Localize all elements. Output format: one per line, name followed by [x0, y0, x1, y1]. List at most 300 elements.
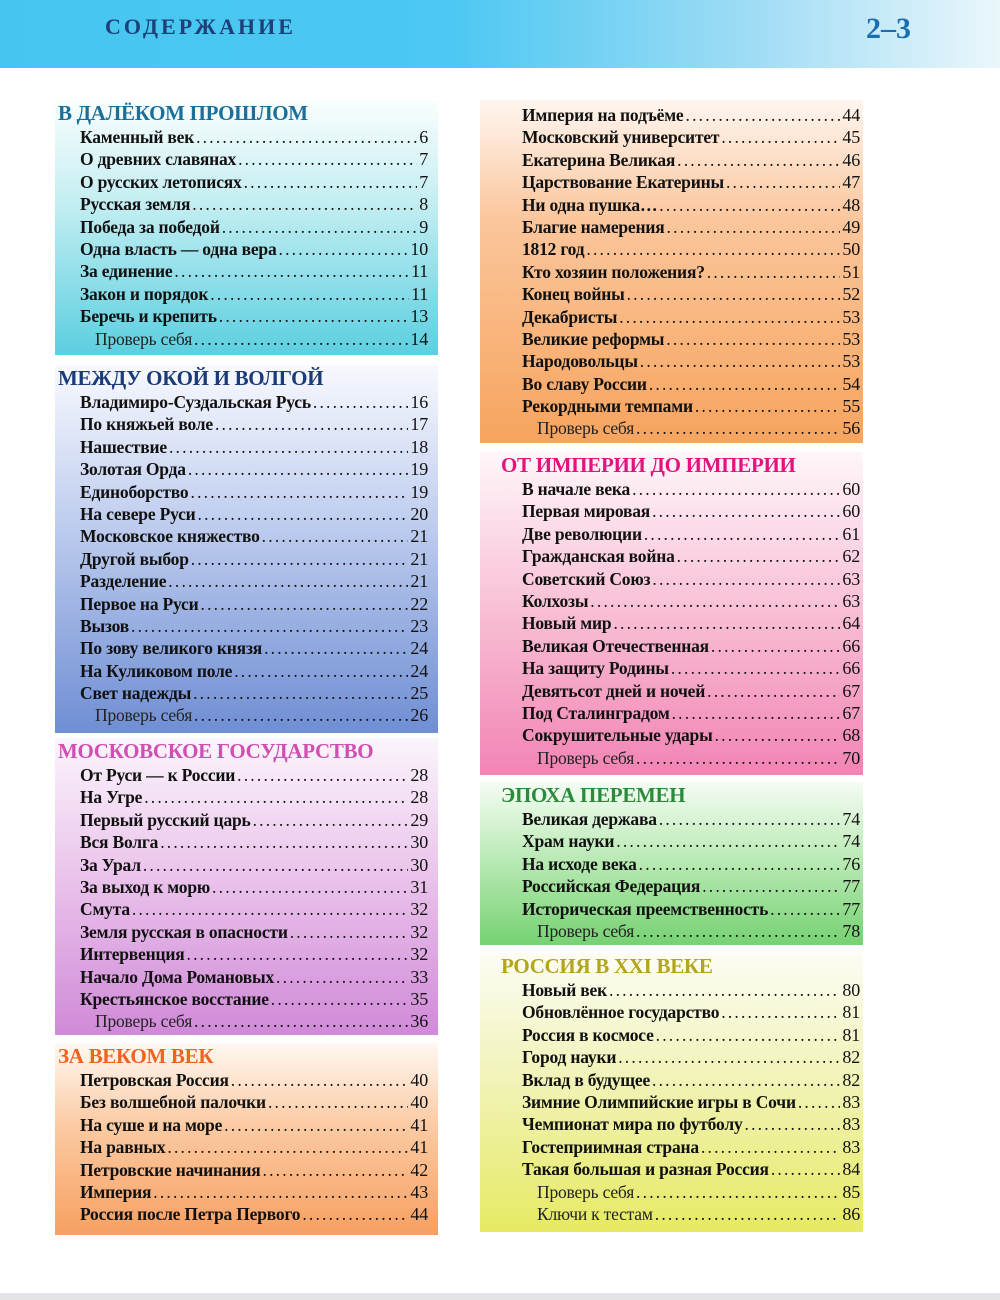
entry-label: Две революции — [522, 523, 642, 544]
entry-page: 81 — [842, 1002, 860, 1023]
entry-page: 14 — [410, 328, 428, 349]
entry-label: Во славу России — [522, 373, 647, 394]
entry-label: Первое на Руси — [80, 593, 199, 614]
toc-entry[interactable] — [501, 724, 860, 746]
toc-entry[interactable] — [501, 875, 860, 897]
entry-page: 33 — [410, 966, 428, 987]
dot-leader — [798, 1091, 841, 1113]
dot-leader — [652, 568, 840, 590]
toc-entry[interactable] — [501, 1158, 860, 1180]
entry-page: 86 — [842, 1203, 860, 1224]
entry-page: 55 — [842, 396, 860, 417]
toc-entry[interactable] — [58, 260, 428, 282]
dot-leader — [193, 682, 408, 704]
toc-entry[interactable] — [501, 1203, 860, 1225]
entry-label: Закон и порядок — [80, 283, 209, 304]
toc-entry[interactable] — [501, 1181, 860, 1203]
toc-entry[interactable] — [58, 831, 428, 853]
toc-entry[interactable] — [58, 898, 428, 920]
toc-entry[interactable] — [501, 283, 860, 305]
entry-label: Владимиро-Суздальская Русь — [80, 392, 311, 412]
toc-entry[interactable] — [501, 1091, 860, 1113]
entry-label: В начале века — [522, 479, 631, 499]
toc-entry[interactable] — [58, 193, 428, 215]
toc-entry[interactable] — [58, 413, 428, 435]
dot-leader — [168, 570, 408, 592]
dot-leader — [707, 680, 840, 702]
entry-label: Нашествие — [80, 436, 167, 457]
dot-leader — [701, 1136, 840, 1158]
entry-page: 82 — [842, 1047, 860, 1068]
toc-section — [55, 1043, 438, 1235]
toc-entry[interactable] — [501, 1113, 860, 1135]
entry-page: 74 — [842, 831, 860, 852]
toc-entry[interactable] — [501, 1024, 860, 1046]
toc-entry[interactable] — [501, 523, 860, 545]
dot-leader — [215, 413, 408, 435]
toc-entry[interactable] — [58, 1159, 428, 1181]
toc-entry[interactable] — [501, 238, 860, 260]
dot-leader — [659, 194, 840, 216]
entry-page: 44 — [842, 105, 860, 125]
toc-entry[interactable] — [58, 216, 428, 238]
entry-page: 6 — [419, 127, 428, 147]
toc-entry[interactable] — [501, 171, 860, 193]
entry-label: Одна власть — одна вера — [80, 238, 277, 259]
toc-entry[interactable] — [58, 966, 428, 988]
entry-page: 11 — [411, 261, 428, 282]
toc-entry[interactable] — [58, 764, 428, 786]
toc-entry[interactable] — [501, 216, 860, 238]
entry-page: 66 — [842, 658, 860, 679]
entry-page: 30 — [410, 832, 428, 853]
toc-entry[interactable] — [501, 149, 860, 171]
toc-entry[interactable] — [58, 458, 428, 480]
entry-page: 61 — [842, 523, 860, 544]
entry-page: 41 — [410, 1114, 428, 1135]
dot-leader — [131, 615, 408, 637]
toc-entry[interactable] — [501, 306, 860, 328]
dot-leader — [194, 328, 408, 350]
toc-entry[interactable] — [58, 1203, 428, 1225]
entry-page: 18 — [410, 436, 428, 457]
dot-leader — [667, 216, 841, 238]
entry-label: Петровская Россия — [80, 1070, 229, 1090]
entry-label: Девятьсот дней и ночей — [522, 680, 706, 701]
entry-page: 29 — [410, 809, 428, 830]
entry-label: 1812 год — [522, 239, 585, 260]
entry-page: 83 — [842, 1136, 860, 1157]
section-title: МОСКОВСКОЕ ГОСУДАРСТВО — [58, 739, 374, 763]
toc-entry[interactable] — [58, 126, 428, 148]
toc-entry[interactable] — [58, 436, 428, 458]
dot-leader — [616, 830, 840, 852]
entry-page: 32 — [410, 921, 428, 942]
entry-label: Декабристы — [522, 306, 618, 327]
entry-label: Начало Дома Романовых — [80, 966, 275, 987]
entry-label: Первая мировая — [522, 501, 651, 522]
toc-section — [55, 365, 438, 733]
entry-page: 53 — [842, 306, 860, 327]
toc-entry[interactable] — [501, 702, 860, 724]
toc-entry[interactable] — [58, 525, 428, 547]
dot-leader — [191, 481, 409, 503]
entry-label: Проверь себя — [537, 920, 635, 941]
entry-label: На суше и на море — [80, 1114, 223, 1135]
toc-entry[interactable] — [501, 830, 860, 852]
entry-page: 45 — [842, 127, 860, 148]
entry-label: Царствование Екатерины — [522, 172, 724, 193]
entry-page: 7 — [419, 171, 428, 192]
dot-leader — [264, 637, 408, 659]
toc-entry[interactable] — [501, 417, 860, 439]
entry-label: Разделение — [80, 571, 167, 592]
toc-entry[interactable] — [501, 747, 860, 769]
entry-page: 31 — [410, 876, 428, 897]
toc-entry[interactable] — [58, 481, 428, 503]
toc-entry[interactable] — [58, 171, 428, 193]
entry-page: 9 — [419, 216, 428, 237]
entry-label: На Куликовом поле — [80, 660, 233, 681]
toc-entry[interactable] — [58, 570, 428, 592]
toc-entry[interactable] — [58, 503, 428, 525]
entry-label: Вся Волга — [80, 832, 159, 853]
dot-leader — [313, 391, 409, 413]
toc-entry[interactable] — [501, 261, 860, 283]
entry-page: 53 — [842, 351, 860, 372]
entry-page: 64 — [842, 613, 860, 634]
entry-page: 50 — [842, 239, 860, 260]
entry-page: 19 — [410, 481, 428, 502]
toc-entry[interactable] — [58, 148, 428, 170]
entry-page: 28 — [410, 765, 428, 785]
dot-leader — [196, 126, 417, 148]
entry-label: Золотая Орда — [80, 459, 186, 480]
toc-entry[interactable] — [58, 704, 428, 726]
toc-entry[interactable] — [501, 612, 860, 634]
toc-entry[interactable] — [501, 635, 860, 657]
toc-entry[interactable] — [58, 548, 428, 570]
entry-page: 21 — [410, 571, 428, 592]
toc-entry[interactable] — [501, 478, 860, 500]
page-numbers: 2–3 — [866, 12, 911, 45]
toc-entry[interactable] — [501, 680, 860, 702]
dot-leader — [636, 1181, 840, 1203]
toc-entry[interactable] — [501, 126, 860, 148]
toc-entry[interactable] — [58, 876, 428, 898]
toc-entry[interactable] — [58, 988, 428, 1010]
entry-page: 22 — [410, 593, 428, 614]
dot-leader — [132, 898, 409, 920]
toc-entry[interactable] — [58, 1136, 428, 1158]
toc-entry[interactable] — [58, 328, 428, 350]
section-title: В ДАЛЁКОМ ПРОШЛОМ — [58, 101, 308, 125]
toc-entry[interactable] — [501, 350, 860, 372]
toc-entry[interactable] — [501, 194, 860, 216]
dot-leader — [652, 1069, 840, 1091]
toc-entry[interactable] — [58, 637, 428, 659]
dot-leader — [672, 702, 841, 724]
entry-page: 56 — [842, 418, 860, 439]
toc-entry[interactable] — [58, 1010, 428, 1032]
dot-leader — [268, 1091, 408, 1113]
toc-entry[interactable] — [58, 854, 428, 876]
entry-page: 80 — [842, 980, 860, 1000]
section-title: ЗА ВЕКОМ ВЕК — [58, 1044, 214, 1068]
entry-page: 21 — [410, 548, 428, 569]
dot-leader — [290, 921, 409, 943]
toc-entry[interactable] — [501, 545, 860, 567]
entry-page: 60 — [842, 479, 860, 499]
entry-page: 81 — [842, 1024, 860, 1045]
section-title: ОТ ИМПЕРИИ ДО ИМПЕРИИ — [501, 453, 796, 477]
entry-label: Проверь себя — [537, 418, 635, 439]
dot-leader — [187, 943, 409, 965]
entry-label: Гостеприимная страна — [522, 1136, 699, 1157]
dot-leader — [192, 193, 417, 215]
toc-entry[interactable] — [58, 1114, 428, 1136]
toc-entry[interactable] — [58, 283, 428, 305]
dot-leader — [644, 523, 841, 545]
entry-label: Россия в космосе — [522, 1024, 654, 1045]
entry-label: Великие реформы — [522, 328, 665, 349]
dot-leader — [201, 593, 409, 615]
entry-label: Каменный век — [80, 127, 195, 147]
dot-leader — [143, 854, 409, 876]
dot-leader — [702, 875, 840, 897]
entry-page: 67 — [842, 680, 860, 701]
dot-leader — [618, 1046, 840, 1068]
entry-label: О древних славянах — [80, 149, 237, 170]
toc-entry[interactable] — [58, 786, 428, 808]
entry-label: Российская Федерация — [522, 876, 701, 897]
dot-leader — [160, 831, 408, 853]
entry-page: 85 — [842, 1181, 860, 1202]
entry-page: 74 — [842, 809, 860, 829]
dot-leader — [191, 548, 409, 570]
dot-leader — [711, 635, 840, 657]
entry-label: Колхозы — [522, 590, 589, 611]
entry-page: 77 — [842, 898, 860, 919]
dot-leader — [153, 1181, 408, 1203]
dot-leader — [237, 764, 408, 786]
entry-label: Московское княжество — [80, 526, 260, 547]
entry-page: 23 — [410, 615, 428, 636]
toc-entry[interactable] — [501, 1046, 860, 1068]
toc-entry[interactable] — [58, 1069, 428, 1091]
dot-leader — [262, 525, 409, 547]
dot-leader — [263, 1159, 409, 1181]
dot-leader — [244, 171, 418, 193]
entry-label: Екатерина Великая — [522, 149, 676, 170]
dot-leader — [586, 238, 840, 260]
entry-page: 62 — [842, 546, 860, 567]
toc-section — [55, 738, 438, 1035]
toc-entry[interactable] — [58, 391, 428, 413]
entry-label: Великая держава — [522, 809, 657, 829]
entry-page: 11 — [411, 283, 428, 304]
entry-label: О русских летописях — [80, 171, 242, 192]
entry-label: Русская земля — [80, 194, 191, 215]
entry-label: Благие намерения — [522, 216, 665, 237]
toc-entry[interactable] — [501, 328, 860, 350]
dot-leader — [677, 149, 840, 171]
dot-leader — [656, 1024, 841, 1046]
entry-page: 40 — [410, 1092, 428, 1113]
entry-label: Другой выбор — [80, 548, 189, 569]
entry-label: Вызов — [80, 615, 130, 636]
entry-label: Конец войны — [522, 284, 625, 305]
entry-label: Смута — [80, 899, 130, 920]
entry-label: Проверь себя — [537, 1181, 635, 1202]
dot-leader — [721, 1001, 840, 1023]
toc-entry[interactable] — [501, 373, 860, 395]
entry-page: 68 — [842, 725, 860, 746]
dot-leader — [609, 979, 840, 1001]
bottom-divider — [0, 1293, 1000, 1300]
dot-leader — [210, 283, 409, 305]
dot-leader — [652, 500, 840, 522]
toc-entry[interactable] — [501, 590, 860, 612]
entry-page: 20 — [410, 503, 428, 524]
page-title: СОДЕРЖАНИЕ — [105, 14, 296, 39]
entry-label: Проверь себя — [95, 705, 193, 726]
toc-entry[interactable] — [58, 943, 428, 965]
dot-leader — [194, 704, 408, 726]
toc-entry[interactable] — [501, 568, 860, 590]
entry-label: Единоборство — [80, 481, 189, 502]
entry-label: Новый мир — [522, 613, 612, 634]
toc-entry[interactable] — [58, 921, 428, 943]
entry-label: Гражданская война — [522, 546, 675, 567]
entry-page: 41 — [410, 1137, 428, 1158]
entry-label: По зову великого князя — [80, 638, 263, 659]
dot-leader — [721, 126, 840, 148]
entry-page: 43 — [410, 1181, 428, 1202]
dot-leader — [276, 966, 408, 988]
entry-label: Интервенция — [80, 944, 185, 965]
dot-leader — [627, 283, 841, 305]
toc-entry[interactable] — [501, 1001, 860, 1023]
toc-entry[interactable] — [501, 979, 860, 1001]
dot-leader — [238, 148, 417, 170]
entry-page: 70 — [842, 747, 860, 768]
toc-entry[interactable] — [501, 500, 860, 522]
entry-page: 40 — [410, 1070, 428, 1090]
entry-page: 82 — [842, 1069, 860, 1090]
toc-entry[interactable] — [501, 1069, 860, 1091]
entry-page: 51 — [842, 261, 860, 282]
dot-leader — [726, 171, 840, 193]
toc-entry[interactable] — [501, 104, 860, 126]
toc-entry[interactable] — [58, 593, 428, 615]
entry-label: Крестьянское восстание — [80, 988, 269, 1009]
entry-page: 47 — [842, 172, 860, 193]
entry-page: 36 — [410, 1011, 428, 1032]
entry-page: 49 — [842, 216, 860, 237]
toc-section — [480, 100, 863, 443]
toc-entry[interactable] — [58, 615, 428, 637]
entry-page: 63 — [842, 590, 860, 611]
entry-page: 19 — [410, 459, 428, 480]
toc-entry[interactable] — [501, 657, 860, 679]
toc-entry[interactable] — [58, 305, 428, 327]
entry-page: 63 — [842, 568, 860, 589]
entry-page: 28 — [410, 787, 428, 808]
dot-leader — [686, 104, 841, 126]
entry-page: 53 — [842, 328, 860, 349]
dot-leader — [212, 876, 408, 898]
dot-leader — [632, 478, 840, 500]
entry-page: 13 — [410, 306, 428, 327]
dot-leader — [222, 216, 417, 238]
entry-page: 48 — [842, 194, 860, 215]
section-title: МЕЖДУ ОКОЙ И ВОЛГОЙ — [58, 366, 324, 390]
toc-entry[interactable] — [58, 682, 428, 704]
dot-leader — [619, 306, 840, 328]
dot-leader — [707, 261, 841, 283]
entry-label: Петровские начинания — [80, 1159, 261, 1180]
entry-page: 8 — [419, 194, 428, 215]
dot-leader — [639, 853, 841, 875]
entry-label: Чемпионат мира по футболу — [522, 1114, 743, 1135]
entry-page: 35 — [410, 988, 428, 1009]
dot-leader — [188, 458, 409, 480]
toc-entry[interactable] — [58, 809, 428, 831]
section-title: ЭПОХА ПЕРЕМЕН — [501, 783, 686, 807]
dot-leader — [677, 545, 841, 567]
dot-leader — [271, 988, 409, 1010]
toc-section — [55, 100, 438, 355]
entry-page: 10 — [410, 238, 428, 259]
dot-leader — [636, 417, 840, 439]
entry-label: Сокрушительные удары — [522, 725, 713, 746]
toc-entry[interactable] — [58, 660, 428, 682]
dot-leader — [636, 747, 840, 769]
entry-label: От Руси — к России — [80, 765, 236, 785]
dot-leader — [695, 395, 841, 417]
entry-label: Проверь себя — [95, 1011, 193, 1032]
entry-page: 76 — [842, 853, 860, 874]
dot-leader — [649, 373, 841, 395]
dot-leader — [590, 590, 840, 612]
dot-leader — [198, 503, 409, 525]
toc-entry[interactable] — [501, 808, 860, 830]
entry-label: Новый век — [522, 980, 607, 1000]
entry-label: На защиту Родины — [522, 658, 669, 679]
entry-page: 67 — [842, 702, 860, 723]
toc-entry[interactable] — [501, 920, 860, 942]
entry-label: Кто хозяин положения? — [522, 261, 705, 282]
toc-entry[interactable] — [501, 1136, 860, 1158]
dot-leader — [231, 1069, 409, 1091]
dot-leader — [715, 724, 841, 746]
toc-entry[interactable] — [58, 238, 428, 260]
dot-leader — [144, 786, 408, 808]
toc-entry[interactable] — [58, 1091, 428, 1113]
dot-leader — [666, 328, 840, 350]
entry-label: На равных — [80, 1137, 166, 1158]
entry-label: Под Сталинградом — [522, 702, 670, 723]
entry-label: Проверь себя — [537, 747, 635, 768]
toc-entry[interactable] — [501, 898, 860, 920]
toc-section — [480, 953, 863, 1232]
toc-entry[interactable] — [58, 1181, 428, 1203]
toc-entry[interactable] — [501, 395, 860, 417]
entry-label: Победа за победой — [80, 216, 220, 237]
toc-entry[interactable] — [501, 853, 860, 875]
entry-label: На исходе века — [522, 853, 637, 874]
